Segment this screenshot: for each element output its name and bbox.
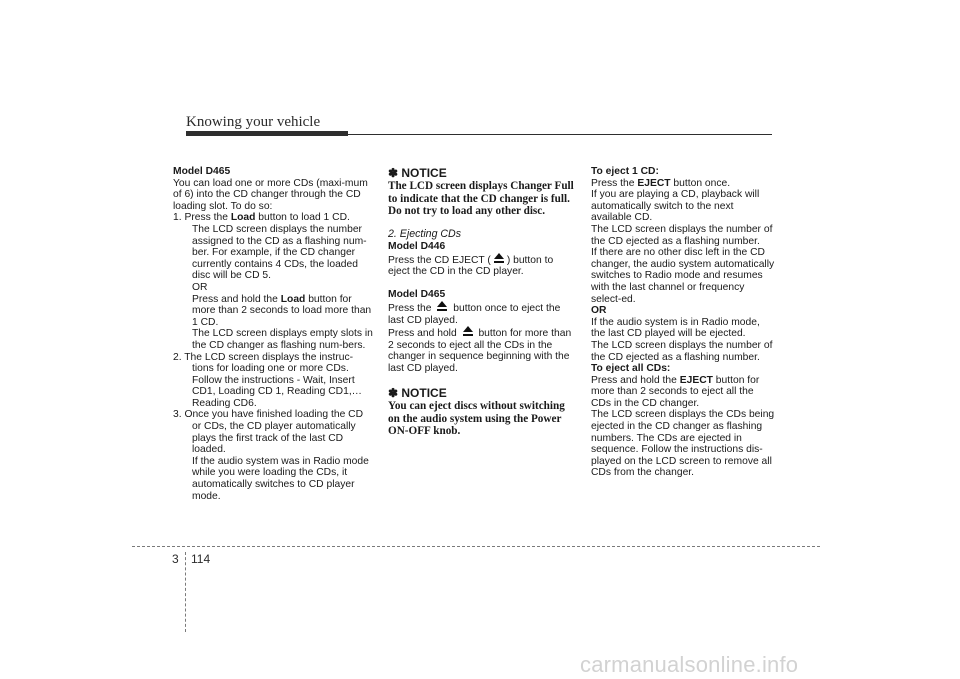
header-rule <box>186 134 772 135</box>
eject-one-heading: To eject 1 CD: <box>591 166 659 177</box>
step-1-alt <box>173 294 373 329</box>
step-1-detail: The LCD screen displays the number assigned to the CD as a flashing num-ber. For example, if the CD changer currently contains 4 CDs, the loaded disc will be CD 5. <box>192 223 367 282</box>
notice-body: You can eject discs without switching on the audio system using the Power ON-OFF knob. <box>388 400 565 438</box>
column-middle <box>388 166 574 438</box>
column-left <box>173 166 373 502</box>
watermark: carmanualsonline.info <box>580 652 799 677</box>
eject-keyword: EJECT <box>637 177 671 189</box>
section-header: Knowing your vehicle <box>186 114 321 130</box>
step-1-alt-suffix: button for more than 2 seconds to load more than 1 CD. <box>192 293 372 328</box>
d465-b-prefix: Press and hold <box>388 328 457 340</box>
eject-all-heading: To eject all CDs: <box>591 363 671 375</box>
paragraph: The LCD screen displays the number of the CD ejected as a flashing number. <box>591 223 773 247</box>
eject-all-instruction <box>591 375 775 410</box>
step-3-detail: If the audio system was in Radio mode while you were loading the CDs, it automatically switches to CD player mode. <box>192 455 369 502</box>
d465-eject-all <box>388 326 574 374</box>
section-heading: 2. Ejecting CDs <box>388 228 462 241</box>
paragraph: The LCD screen displays the number of the CD ejected as a flashing number. <box>591 339 773 363</box>
load-keyword: Load <box>280 293 306 305</box>
d465-a-prefix: Press the <box>388 302 432 314</box>
notice-heading: ✽ NOTICE <box>388 166 447 180</box>
d465-b-suffix: button for more than 2 seconds to eject all the CDs in the changer in sequence beginning with the last CD played. <box>388 328 572 374</box>
paragraph: If the audio system is in Radio mode, the last CD played will be ejected. <box>591 316 760 340</box>
chapter-number: 3 <box>172 552 179 566</box>
intro-paragraph: You can load one or more CDs (maxi-mum of 6) into the CD changer through the CD loading slot. To do so: <box>173 177 368 212</box>
or-separator: OR <box>192 281 208 293</box>
d446-suffix: ) button to eject the CD in the CD player. <box>388 254 554 278</box>
or-separator: OR <box>591 305 607 317</box>
eject-one-instruction <box>591 178 775 190</box>
model-heading: Model D465 <box>173 166 231 177</box>
notice-body: The LCD screen displays Changer Full to indicate that the CD changer is full. Do not try to load any other disc. <box>388 180 574 218</box>
d446-prefix: Press the CD EJECT ( <box>388 254 491 266</box>
step-1-suffix: button to load 1 CD. <box>255 212 350 224</box>
eject-one-prefix: Press the <box>591 177 638 189</box>
d465-a-suffix: button once to eject the last CD played. <box>388 302 561 326</box>
eject-one-suffix: button once. <box>670 177 731 189</box>
paragraph: The LCD screen displays the CDs being ejected in the CD changer as flashing numbers. The CDs are ejected in sequence. Follow the instructions dis-played on the LCD screen to remove all CDs from the changer. <box>591 409 775 479</box>
paragraph: If there are no other disc left in the CD changer, the audio system automatically switches to Radio mode and resumes with the last channel or frequency select-ed. <box>591 247 775 305</box>
eject-keyword: EJECT <box>679 374 713 386</box>
step-1-alt-detail: The LCD screen displays empty slots in the CD changer as flashing num-bers. <box>192 328 373 351</box>
d446-instruction <box>388 253 574 278</box>
column-right <box>591 166 775 479</box>
page-number: 114 <box>191 552 211 566</box>
d465-eject-once <box>388 301 574 326</box>
eject-icon <box>493 253 505 264</box>
load-keyword: Load <box>230 212 256 224</box>
footer-dashed-divider <box>185 552 186 632</box>
model-heading: Model D446 <box>388 240 446 252</box>
paragraph: If you are playing a CD, playback will automatically switch to the next available CD. <box>591 189 760 224</box>
step-1-prefix: 1. Press the <box>173 212 231 224</box>
footer-dashed-rule <box>132 546 820 547</box>
step-1 <box>173 212 373 224</box>
eject-all-suffix: button for more than 2 seconds to eject all the CDs in the CD changer. <box>591 374 760 409</box>
eject-icon <box>462 326 474 337</box>
step-1-alt-prefix: Press and hold the <box>192 293 281 305</box>
eject-all-prefix: Press and hold the <box>591 374 680 386</box>
step-3: 3. Once you have finished loading the CD or CDs, the CD player automatically plays the first track of the last CD loaded. <box>173 409 364 456</box>
eject-icon <box>436 301 448 312</box>
model-heading: Model D465 <box>388 289 446 301</box>
notice-heading: ✽ NOTICE <box>388 386 447 401</box>
step-2: 2. The LCD screen displays the instruc-tions for loading one or more CDs. Follow the instructions - Wait, Insert CD1, Loading CD 1, Reading CD1,… Reading CD6. <box>173 351 362 409</box>
